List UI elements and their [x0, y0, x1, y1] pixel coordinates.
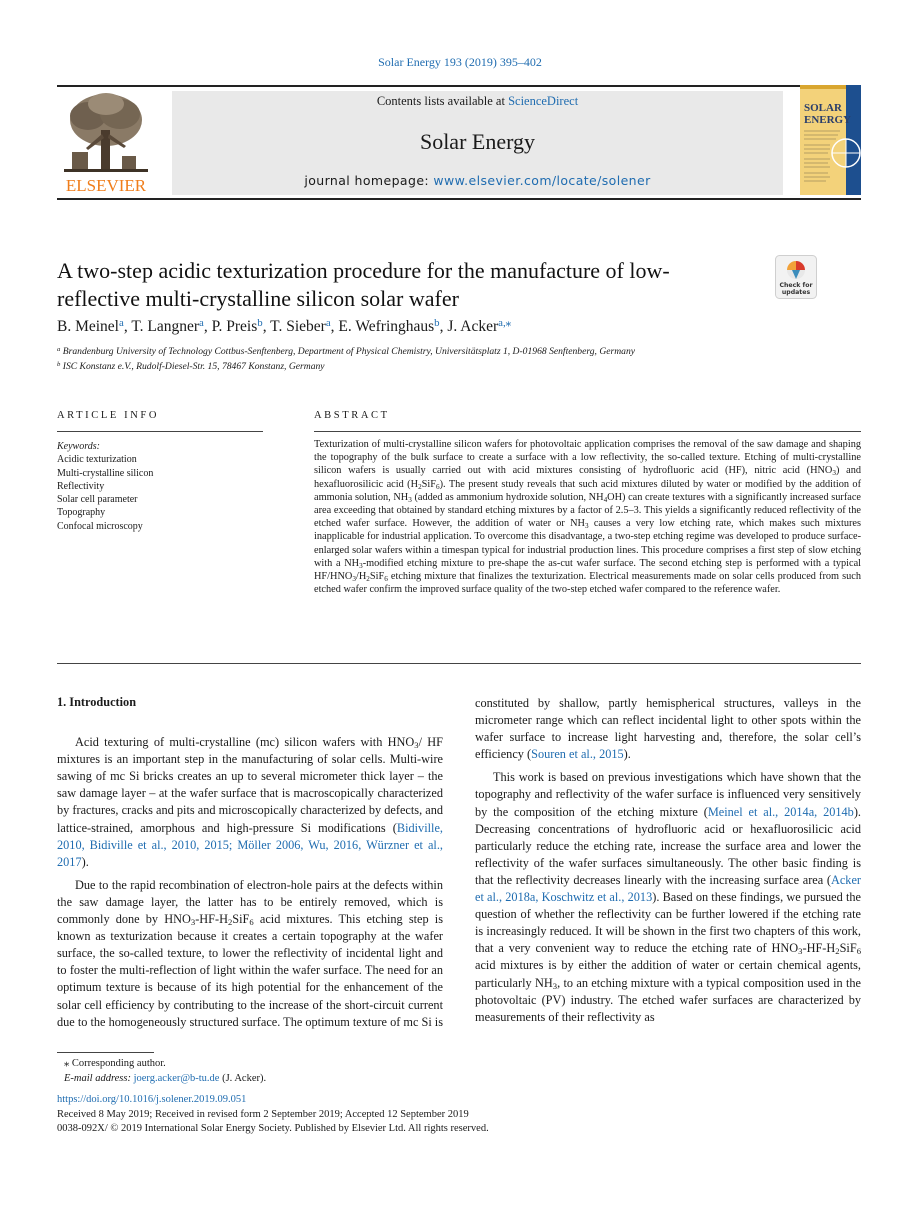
homepage-line: journal homepage: www.elsevier.com/locate/solener	[304, 173, 651, 188]
elsevier-logo-text: ELSEVIER	[65, 176, 147, 195]
journal-title: Solar Energy	[419, 129, 536, 154]
body-paragraph: This work is based on previous investigations which have shown that the topography and reflectivity of the wafer surface is influenced very sensitively by the composition of the etching mixture (Meinel et al., 2014a, 2014b). Decreasing concentrations of hydrofluoric acid or hexafluorosilicic acid particularly reduce the etching rate, increase the surface area and lower the reflectivity of the wafer surfaces simultaneously. The other basic finding is that the reflectivity decreases linearly with the increasing surface area (Acker et al., 2018a, Koschwitz et al., 2013). Based on these findings, we pursued the question of whether the reflectivity can be further lowered if the etching rate is increasingly reduced. It will be shown in the first two chapters of this work, that a very convenient way to reduce the etching rate of $HNO_3-HF-H_2SiF_6$ acid mixtures is by either the addition of water or certain chemical agents, particularly $NH_3$, to an etching mixture with a typical composition used in the photovoltaic (PV) industry. The etched wafer surfaces are characterized by measurements of their reflectivity as	[475, 770, 861, 1024]
sciencedirect-link[interactable]: ScienceDirect	[508, 94, 579, 108]
citation-link[interactable]: Bidiville, 2010, Bidiville et al., 2010, 2015; Möller 2006, Wu, 2016, Würzner et al., 2017	[57, 820, 443, 869]
affiliation-a: $^a$ Brandenburg University of Technology Cottbus-Senftenberg, Department of Physical Chemistry, Universitätsplatz 1, D-01968 Senftenberg, Germany	[57, 345, 636, 357]
abstract-rule	[314, 431, 861, 432]
journal-header-box	[172, 91, 783, 195]
author-name[interactable]: J. Acker	[447, 318, 499, 335]
journal-homepage-link[interactable]: www.elsevier.com/locate/solener	[433, 173, 651, 188]
body-paragraph: Acid texturing of multi-crystalline (mc) silicon wafers with $HNO_3/$ HF mixtures is an important step in the manufacturing of solar cells. Multi-wire sawing of mc Si bricks creates an up to several micrometer thick layer – the saw damage layer – at the wafer surface that is macroscopically characterized by fractures, cracks and pits and microscopically characterized by defects, and lattice-strained, amorphous and high-pressure Si modifications (Bidiville, 2010, Bidiville et al., 2010, 2015; Möller 2006, Wu, 2016, Würzner et al., 2017).	[57, 735, 443, 869]
footnote-rule	[57, 1052, 154, 1053]
cover-title-line1: SOLAR	[804, 102, 842, 114]
contents-line: Contents lists available at ScienceDirect	[376, 94, 579, 108]
keywords-list	[57, 440, 153, 533]
article-info-rule	[57, 431, 263, 432]
abstract-heading: ABSTRACT	[314, 410, 390, 421]
citation-link[interactable]: Acker et al., 2018a, Koschwitz et al., 2013	[475, 872, 861, 905]
abstract-text: Texturization of multi-crystalline silicon wafers for photovoltaic application comprises the removal of the saw damage and shaping the topography of the bulk surface to create a surface with a low reflectivity, the so-called texture. Etching of multi-crystalline silicon wafers is usually carried out with acid mixtures consisting of hydrofluoric acid (HF), nitric acid $(HNO_3)$ and hexafluorosilicic acid $(H_2SiF_6)$. The present study reveals that such acid mixtures diluted by water or modified by the addition of ammonia solution, $NH_3$ (added as ammonium hydroxide solution, $NH_4OH$) can create textures with a significantly increased surface area exceeding that obtained by standard etching mixtures by a factor of 2.5–3. This yields a significantly reduced reflectivity of the etched wafer surface. However, the addition of water or $NH_3$ causes a very low etching rate, which makes such mixtures inapplicable for industrial application. To overcome this disadvantage, a two-step etching regime was developed to produce surface-enlarged solar wafers within a timespan typical for industrial production lines. This procedure comprises a first step of slow etching with a $NH_3$-modified etching mixture to pre-shape the as-cut wafer surface. The second etching step is performed with a typical $HF/HNO_3/H_2SiF_6$ etching mixture that finalizes the texturization. Electrical measurements made on solar cells produced from such etched wafer confirm the improved surface quality of the two-step etched wafer compared to the reference wafer.	[314, 439, 862, 596]
body-paragraph: constituted by shallow, partly hemispherical structures, valleys in the micrometer range which can reflect incidental light to other spots within the wafer surface to increase light harvesting and, therefore, the solar cell’s efficiency (Souren et al., 2015).	[475, 696, 861, 762]
author-affiliation-mark[interactable]: b	[434, 317, 440, 330]
author-affiliation-mark[interactable]: b	[257, 317, 263, 330]
article-info-heading: ARTICLE INFO	[57, 410, 160, 421]
author-name[interactable]: T. Langner	[131, 318, 200, 335]
citation-link[interactable]: Souren et al., 2015	[531, 747, 624, 762]
author-name[interactable]: P. Preis	[211, 318, 258, 335]
check-for-updates-badge[interactable]	[775, 255, 817, 299]
email-line: E-mail address: joerg.acker@b-tu.de (J. Acker).	[64, 1073, 267, 1084]
keyword: Confocal microscopy	[57, 520, 143, 532]
author-name[interactable]: B. Meinel	[57, 318, 119, 335]
body-column-left	[57, 694, 443, 1037]
doi-link[interactable]: https://doi.org/10.1016/j.solener.2019.09.051	[57, 1094, 247, 1105]
copyright-line: 0038-092X/ © 2019 International Solar Energy Society. Published by Elsevier Ltd. All rights reserved.	[57, 1123, 489, 1135]
footnote	[64, 1056, 266, 1086]
elsevier-logo	[58, 90, 154, 196]
keyword: Topography	[57, 507, 106, 519]
keyword: Multi-crystalline silicon	[57, 467, 154, 479]
author-affiliation-mark[interactable]: a,⁎	[498, 317, 512, 330]
affiliation-b: $^b$ ISC Konstanz e.V., Rudolf-Diesel-Str. 15, 78467 Konstanz, Germany	[57, 360, 325, 372]
keyword: Reflectivity	[57, 480, 105, 492]
author-list: B. Meinel$^a$, T. Langner$^a$, P. Preis$^b$, T. Sieber$^a$, E. Wefringhaus$^b$, J. Acker$^{a,⁎}$	[57, 317, 512, 335]
crossmark-text-2: updates	[781, 289, 811, 296]
received-dates: Received 8 May 2019; Received in revised form 2 September 2019; Accepted 12 September 2019	[57, 1108, 469, 1120]
body-paragraph: Due to the rapid recombination of electron-hole pairs at the defects within the saw damage layer, the latter has to be entirely removed, which is commonly done by $HNO_3-HF-H_2SiF_6$ acid mixtures. This etching step is known as texturization because it creates a certain topography at the wafer surface, the so-called texture, to lower the reflectivity of incidental light and to foster the multi-reflection of light within the wafer surface. The need for an optimum texture is because of its high potential for the enhancement of the solar cell efficiency by contributing to the increase of the short-circuit current due to the homogeneously structured surface. The optimum texture of mc Si is	[57, 877, 444, 1029]
abstract-bottom-rule	[57, 663, 861, 664]
crossmark-text-1: Check for	[779, 282, 813, 289]
article-metadata	[57, 1093, 489, 1137]
keyword: Acidic texturization	[57, 454, 137, 466]
article-title: A two-step acidic texturization procedure for the manufacture of low-reflective multi-crystalline silicon solar wafer	[57, 258, 670, 311]
body-column-right	[475, 695, 861, 1032]
author-affiliation-mark[interactable]: a	[119, 317, 124, 330]
author-name[interactable]: T. Sieber	[270, 318, 326, 335]
journal-citation-link[interactable]: Solar Energy 193 (2019) 395–402	[378, 55, 542, 69]
author-name[interactable]: E. Wefringhaus	[338, 318, 435, 335]
header-bottom-rule	[57, 198, 861, 200]
author-email-link[interactable]: joerg.acker@b-tu.de	[133, 1073, 220, 1084]
keywords-label: Keywords:	[57, 441, 100, 452]
section-heading-introduction: 1. Introduction	[57, 695, 137, 709]
author-affiliation-mark[interactable]: a	[325, 317, 331, 330]
header-top-rule	[57, 85, 861, 87]
journal-cover-thumbnail[interactable]	[800, 85, 861, 195]
keyword: Solar cell parameter	[57, 494, 138, 506]
cover-title-line2: ENERGY	[804, 114, 852, 126]
corresponding-author-note: ⁎ Corresponding author.	[64, 1058, 166, 1069]
citation-link[interactable]: Meinel et al., 2014a, 2014b	[707, 804, 854, 819]
author-affiliation-mark[interactable]: a	[199, 317, 204, 330]
